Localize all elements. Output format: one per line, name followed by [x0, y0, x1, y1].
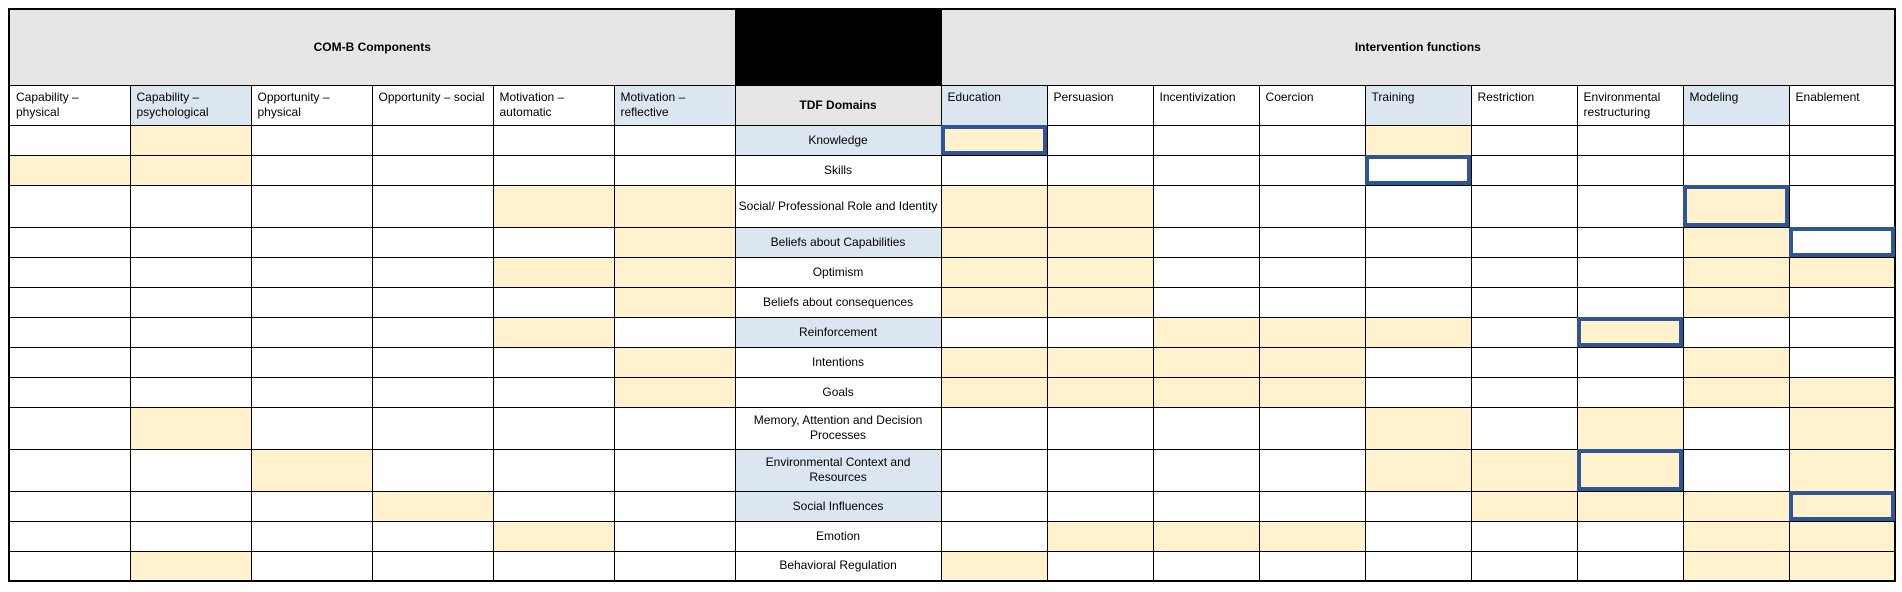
intervention-cell: [1683, 125, 1789, 155]
intervention-mapped-cell: [1153, 521, 1259, 551]
table-row: [9, 125, 1895, 155]
intervention-cell: [1259, 287, 1365, 317]
intervention-cell: [1471, 257, 1577, 287]
intervention-mapped-cell: [1047, 257, 1153, 287]
table-row: [9, 317, 1895, 347]
intervention-mapped-cell: [1577, 491, 1683, 521]
tdf-domain-label: Social/ Professional Role and Identity: [735, 185, 941, 227]
com-b-mapped-cell: [9, 155, 130, 185]
intervention-column-header: Education: [941, 85, 1047, 125]
tdf-domain-label: Memory, Attention and Decision Processes: [735, 407, 941, 449]
selected-intervention-cell: [941, 125, 1047, 155]
intervention-cell: [1365, 347, 1471, 377]
tdf-domain-label: Reinforcement: [735, 317, 941, 347]
com-b-mapped-cell: [614, 257, 735, 287]
intervention-cell: [1577, 287, 1683, 317]
intervention-cell: [1153, 227, 1259, 257]
intervention-cell: [1259, 227, 1365, 257]
com-b-cell: [130, 521, 251, 551]
intervention-cell: [1259, 155, 1365, 185]
com-b-mapped-cell: [614, 377, 735, 407]
com-b-cell: [251, 347, 372, 377]
com-b-cell: [9, 125, 130, 155]
com-b-cell: [372, 377, 493, 407]
com-b-mapped-cell: [614, 185, 735, 227]
intervention-cell: [1577, 227, 1683, 257]
com-b-cell: [372, 125, 493, 155]
intervention-mapped-cell: [941, 347, 1047, 377]
intervention-mapped-cell: [1577, 407, 1683, 449]
intervention-mapped-cell: [1683, 347, 1789, 377]
com-b-cell: [614, 521, 735, 551]
tdf-domain-label: Knowledge: [735, 125, 941, 155]
intervention-mapped-cell: [941, 377, 1047, 407]
intervention-functions-header: Intervention functions: [941, 9, 1895, 85]
table-row: [9, 257, 1895, 287]
intervention-cell: [1577, 257, 1683, 287]
intervention-cell: [1789, 185, 1895, 227]
com-b-cell: [493, 491, 614, 521]
selected-intervention-cell: [1789, 491, 1895, 521]
com-b-mapped-cell: [130, 125, 251, 155]
com-b-cell: [251, 227, 372, 257]
com-b-cell: [251, 287, 372, 317]
selected-intervention-cell: [1577, 449, 1683, 491]
intervention-mapped-cell: [941, 551, 1047, 581]
intervention-mapped-cell: [1153, 377, 1259, 407]
selected-intervention-cell: [1577, 317, 1683, 347]
com-b-cell: [372, 407, 493, 449]
com-b-column-header: Motivation – reflective: [614, 85, 735, 125]
intervention-column-header: Environmental restructuring: [1577, 85, 1683, 125]
table-row: [9, 491, 1895, 521]
intervention-cell: [1471, 155, 1577, 185]
intervention-cell: [1577, 155, 1683, 185]
com-b-cell: [614, 551, 735, 581]
intervention-mapped-cell: [941, 287, 1047, 317]
com-b-cell: [9, 407, 130, 449]
intervention-cell: [1365, 185, 1471, 227]
com-b-cell: [251, 377, 372, 407]
intervention-cell: [1471, 407, 1577, 449]
intervention-cell: [1153, 449, 1259, 491]
tdf-domain-label: Skills: [735, 155, 941, 185]
intervention-cell: [1365, 377, 1471, 407]
intervention-cell: [1259, 551, 1365, 581]
com-b-cell: [493, 407, 614, 449]
intervention-cell: [941, 317, 1047, 347]
com-b-cell: [372, 347, 493, 377]
com-b-cell: [372, 449, 493, 491]
intervention-mapped-cell: [1047, 185, 1153, 227]
selected-intervention-cell: [1683, 185, 1789, 227]
intervention-mapped-cell: [1259, 347, 1365, 377]
intervention-cell: [1789, 347, 1895, 377]
com-b-cell: [251, 407, 372, 449]
intervention-mapped-cell: [1683, 287, 1789, 317]
intervention-mapped-cell: [1365, 317, 1471, 347]
intervention-cell: [1365, 287, 1471, 317]
intervention-cell: [1365, 257, 1471, 287]
com-b-cell: [614, 491, 735, 521]
com-b-components-header: COM-B Components: [9, 9, 735, 85]
table-row: [9, 551, 1895, 581]
intervention-mapped-cell: [1047, 347, 1153, 377]
com-b-cell: [614, 317, 735, 347]
intervention-cell: [1471, 347, 1577, 377]
com-b-cell: [130, 185, 251, 227]
intervention-mapped-cell: [1683, 551, 1789, 581]
intervention-cell: [1259, 449, 1365, 491]
intervention-mapped-cell: [941, 257, 1047, 287]
table-row: [9, 521, 1895, 551]
com-b-cell: [130, 449, 251, 491]
intervention-cell: [1153, 125, 1259, 155]
intervention-cell: [1047, 125, 1153, 155]
intervention-cell: [1789, 287, 1895, 317]
intervention-cell: [1047, 407, 1153, 449]
com-b-cell: [130, 347, 251, 377]
column-header-row: [9, 85, 1895, 125]
intervention-cell: [1577, 347, 1683, 377]
intervention-cell: [1789, 125, 1895, 155]
intervention-cell: [1577, 377, 1683, 407]
com-b-cell: [372, 551, 493, 581]
com-b-cell: [130, 257, 251, 287]
intervention-mapped-cell: [1047, 227, 1153, 257]
table-row: [9, 377, 1895, 407]
com-b-cell: [9, 317, 130, 347]
intervention-column-header: Incentivization: [1153, 85, 1259, 125]
intervention-mapped-cell: [1153, 317, 1259, 347]
tdf-domain-label: Behavioral Regulation: [735, 551, 941, 581]
com-b-mapped-cell: [130, 551, 251, 581]
intervention-mapped-cell: [1789, 521, 1895, 551]
intervention-cell: [1471, 227, 1577, 257]
intervention-mapped-cell: [1365, 125, 1471, 155]
com-b-column-header: Capability – physical: [9, 85, 130, 125]
table-row: [9, 227, 1895, 257]
intervention-cell: [1471, 551, 1577, 581]
com-b-cell: [130, 287, 251, 317]
intervention-column-header: Restriction: [1471, 85, 1577, 125]
intervention-mapped-cell: [1789, 407, 1895, 449]
intervention-mapped-cell: [1683, 227, 1789, 257]
com-b-cell: [372, 317, 493, 347]
com-b-cell: [9, 185, 130, 227]
intervention-mapped-cell: [1365, 407, 1471, 449]
intervention-mapped-cell: [1365, 449, 1471, 491]
intervention-cell: [941, 155, 1047, 185]
com-b-column-header: Opportunity – physical: [251, 85, 372, 125]
intervention-cell: [1577, 185, 1683, 227]
intervention-cell: [1471, 125, 1577, 155]
intervention-mapped-cell: [1683, 257, 1789, 287]
com-b-cell: [614, 155, 735, 185]
intervention-cell: [941, 449, 1047, 491]
intervention-mapped-cell: [1153, 347, 1259, 377]
intervention-cell: [1577, 551, 1683, 581]
com-b-mapped-cell: [614, 227, 735, 257]
intervention-cell: [1789, 155, 1895, 185]
table-row: [9, 287, 1895, 317]
intervention-cell: [1683, 317, 1789, 347]
com-b-cell: [9, 347, 130, 377]
intervention-cell: [1047, 449, 1153, 491]
intervention-mapped-cell: [941, 185, 1047, 227]
intervention-cell: [1153, 155, 1259, 185]
intervention-cell: [941, 491, 1047, 521]
com-b-column-header: Motivation – automatic: [493, 85, 614, 125]
intervention-mapped-cell: [1789, 377, 1895, 407]
com-b-column-header: Opportunity – social: [372, 85, 493, 125]
intervention-cell: [1789, 317, 1895, 347]
intervention-mapped-cell: [1471, 491, 1577, 521]
com-b-cell: [130, 227, 251, 257]
com-b-mapped-cell: [614, 347, 735, 377]
com-b-cell: [251, 125, 372, 155]
intervention-cell: [1471, 521, 1577, 551]
intervention-column-header: Training: [1365, 85, 1471, 125]
com-b-cell: [372, 155, 493, 185]
intervention-cell: [1577, 125, 1683, 155]
intervention-cell: [1047, 551, 1153, 581]
intervention-mapped-cell: [1683, 521, 1789, 551]
intervention-cell: [1259, 257, 1365, 287]
table-row: [9, 449, 1895, 491]
table-row: [9, 155, 1895, 185]
intervention-cell: [1577, 521, 1683, 551]
intervention-mapped-cell: [1789, 257, 1895, 287]
intervention-cell: [1153, 407, 1259, 449]
intervention-mapped-cell: [1047, 521, 1153, 551]
com-b-cell: [130, 317, 251, 347]
redacted-block: [735, 9, 941, 85]
intervention-cell: [941, 521, 1047, 551]
intervention-mapped-cell: [1789, 449, 1895, 491]
intervention-cell: [1153, 287, 1259, 317]
intervention-mapped-cell: [1789, 551, 1895, 581]
group-header-row: [9, 9, 1895, 85]
com-b-mapped-cell: [493, 257, 614, 287]
com-b-mapped-cell: [614, 287, 735, 317]
com-b-cell: [251, 317, 372, 347]
com-b-cell: [493, 227, 614, 257]
intervention-cell: [1259, 125, 1365, 155]
intervention-cell: [1153, 257, 1259, 287]
com-b-cell: [372, 185, 493, 227]
com-b-cell: [493, 449, 614, 491]
tdf-domain-label: Environmental Context and Resources: [735, 449, 941, 491]
com-b-cell: [493, 551, 614, 581]
intervention-column-header: Persuasion: [1047, 85, 1153, 125]
intervention-cell: [1365, 521, 1471, 551]
table-row: [9, 347, 1895, 377]
intervention-cell: [1365, 551, 1471, 581]
intervention-cell: [1047, 491, 1153, 521]
com-b-cell: [9, 227, 130, 257]
com-b-cell: [251, 185, 372, 227]
com-b-cell: [9, 449, 130, 491]
intervention-column-header: Enablement: [1789, 85, 1895, 125]
intervention-mapped-cell: [1047, 377, 1153, 407]
com-b-mapped-cell: [493, 185, 614, 227]
tdf-domain-label: Social Influences: [735, 491, 941, 521]
intervention-cell: [1047, 317, 1153, 347]
table-row: [9, 185, 1895, 227]
tdf-domain-label: Beliefs about Capabilities: [735, 227, 941, 257]
intervention-cell: [1683, 155, 1789, 185]
com-b-cell: [9, 377, 130, 407]
intervention-cell: [1471, 317, 1577, 347]
com-b-cell: [251, 155, 372, 185]
com-b-cell: [614, 125, 735, 155]
intervention-cell: [1471, 185, 1577, 227]
intervention-cell: [1471, 377, 1577, 407]
com-b-cell: [614, 449, 735, 491]
intervention-cell: [1471, 287, 1577, 317]
com-b-column-header: Capability – psychological: [130, 85, 251, 125]
com-b-cell: [372, 521, 493, 551]
tdf-domain-label: Intentions: [735, 347, 941, 377]
intervention-cell: [941, 407, 1047, 449]
intervention-cell: [1259, 185, 1365, 227]
com-b-cell: [372, 227, 493, 257]
tdf-domain-label: Beliefs about consequences: [735, 287, 941, 317]
intervention-cell: [1259, 407, 1365, 449]
intervention-mapped-cell: [1259, 317, 1365, 347]
com-b-cell: [9, 551, 130, 581]
intervention-cell: [1153, 551, 1259, 581]
com-b-cell: [251, 257, 372, 287]
tdf-domain-label: Optimism: [735, 257, 941, 287]
com-b-cell: [9, 287, 130, 317]
com-b-cell: [372, 257, 493, 287]
intervention-mapped-cell: [1683, 377, 1789, 407]
intervention-mapped-cell: [1259, 377, 1365, 407]
com-b-cell: [9, 521, 130, 551]
selected-intervention-cell: [1365, 155, 1471, 185]
intervention-mapped-cell: [1471, 449, 1577, 491]
intervention-mapped-cell: [1047, 287, 1153, 317]
intervention-cell: [1259, 491, 1365, 521]
tdf-domains-header: TDF Domains: [735, 85, 941, 125]
com-b-mapped-cell: [372, 491, 493, 521]
com-b-cell: [493, 125, 614, 155]
com-b-cell: [130, 377, 251, 407]
tdf-domain-label: Emotion: [735, 521, 941, 551]
intervention-cell: [1153, 491, 1259, 521]
intervention-column-header: Coercion: [1259, 85, 1365, 125]
intervention-column-header: Modeling: [1683, 85, 1789, 125]
com-b-cell: [251, 551, 372, 581]
intervention-mapped-cell: [1259, 521, 1365, 551]
intervention-cell: [1683, 407, 1789, 449]
com-b-mapped-cell: [493, 521, 614, 551]
com-b-mapped-cell: [130, 407, 251, 449]
intervention-cell: [1683, 449, 1789, 491]
com-b-cell: [130, 491, 251, 521]
com-b-mapped-cell: [493, 317, 614, 347]
intervention-mapped-cell: [1683, 491, 1789, 521]
intervention-cell: [1153, 185, 1259, 227]
com-b-cell: [251, 491, 372, 521]
com-b-mapped-cell: [130, 155, 251, 185]
com-b-cell: [493, 377, 614, 407]
com-b-mapped-cell: [251, 449, 372, 491]
intervention-mapped-cell: [941, 227, 1047, 257]
com-b-cell: [493, 287, 614, 317]
selected-intervention-cell: [1789, 227, 1895, 257]
com-b-cell: [251, 521, 372, 551]
com-b-cell: [493, 347, 614, 377]
com-b-cell: [493, 155, 614, 185]
table-row: [9, 407, 1895, 449]
intervention-cell: [1047, 155, 1153, 185]
com-b-cell: [614, 407, 735, 449]
com-b-tdf-mapping-table: [8, 8, 1896, 582]
com-b-cell: [9, 491, 130, 521]
com-b-cell: [9, 257, 130, 287]
intervention-cell: [1365, 227, 1471, 257]
intervention-cell: [1365, 491, 1471, 521]
com-b-cell: [372, 287, 493, 317]
tdf-domain-label: Goals: [735, 377, 941, 407]
